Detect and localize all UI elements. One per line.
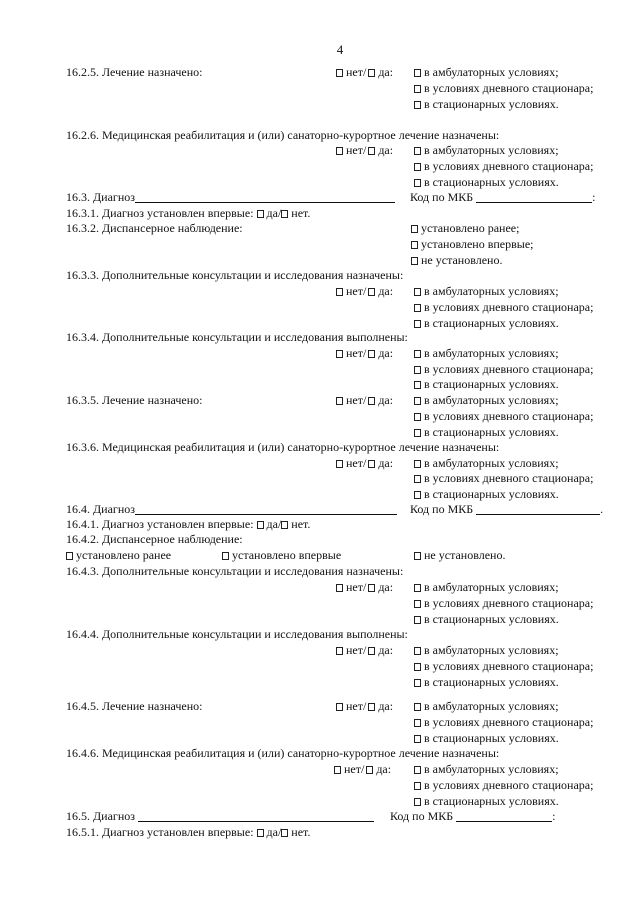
item-16-3-4-label: 16.3.4. Дополнительные консультации и исследования выполнены:	[66, 330, 408, 344]
option-established-earlier: установлено ранее;	[411, 221, 519, 236]
option-ambulatory: в амбулаторных условиях;	[414, 643, 559, 658]
item-16-4-5-label: 16.4.5. Лечение назначено:	[66, 699, 203, 713]
option-ambulatory: в амбулаторных условиях;	[414, 762, 559, 777]
checkbox-day-hospital[interactable]	[414, 366, 421, 374]
checkbox-ambulatory[interactable]	[414, 397, 421, 405]
checkbox-yes[interactable]	[257, 829, 264, 837]
item-16-3-6-label: 16.3.6. Медицинская реабилитация и (или) санаторно-курортное лечение назначены:	[66, 440, 500, 454]
checkbox-no[interactable]	[336, 147, 343, 155]
item-16-5-1: 16.5.1. Диагноз установлен впервые: да/ нет.	[66, 825, 311, 839]
checkbox-inpatient[interactable]	[414, 679, 421, 687]
checkbox-ambulatory[interactable]	[414, 147, 421, 155]
checkbox-day-hospital[interactable]	[414, 304, 421, 312]
option-ambulatory: в амбулаторных условиях;	[414, 143, 559, 158]
option-inpatient: в стационарных условиях.	[414, 675, 559, 690]
checkbox-ambulatory[interactable]	[414, 584, 421, 592]
option-inpatient: в стационарных условиях.	[414, 794, 559, 809]
item-16-4-6-yesno: нет/ да:	[334, 762, 391, 777]
mkb-code: Код по МКБ .	[410, 502, 604, 516]
option-ambulatory: в амбулаторных условиях;	[414, 284, 559, 299]
item-16-4-4-label: 16.4.4. Дополнительные консультации и исследования выполнены:	[66, 627, 408, 641]
item-16-3-3-label: 16.3.3. Дополнительные консультации и исследования назначены:	[66, 268, 404, 282]
option-ambulatory: в амбулаторных условиях;	[414, 65, 559, 80]
checkbox-no[interactable]	[281, 521, 288, 529]
diagnosis-field[interactable]	[135, 503, 397, 515]
option-day-hospital: в условиях дневного стационара;	[414, 659, 593, 674]
checkbox-no[interactable]	[336, 584, 343, 592]
item-16-4-3-label: 16.4.3. Дополнительные консультации и исследования назначены:	[66, 564, 404, 578]
option-inpatient: в стационарных условиях.	[414, 425, 559, 440]
checkbox-no[interactable]	[336, 703, 343, 711]
option-ambulatory: в амбулаторных условиях;	[414, 346, 559, 361]
checkbox-yes[interactable]	[368, 69, 375, 77]
item-16-2-6-label: 16.2.6. Медицинская реабилитация и (или) санаторно-курортное лечение назначены:	[66, 128, 500, 142]
checkbox-yes[interactable]	[368, 288, 375, 296]
checkbox-day-hospital[interactable]	[414, 413, 421, 421]
diagnosis-field[interactable]	[135, 191, 395, 203]
checkbox-no[interactable]	[336, 69, 343, 77]
item-16-2-6-yesno: нет/ да:	[336, 143, 393, 158]
checkbox-yes[interactable]	[368, 647, 375, 655]
diagnosis-field[interactable]	[138, 810, 374, 822]
item-16-4-diagnosis: 16.4. Диагноз	[66, 502, 397, 517]
checkbox-day-hospital[interactable]	[414, 475, 421, 483]
checkbox-yes[interactable]	[257, 521, 264, 529]
option-inpatient: в стационарных условиях.	[414, 316, 559, 331]
item-16-4-4-yesno: нет/ да:	[336, 643, 393, 658]
item-16-3-5-label: 16.3.5. Лечение назначено:	[66, 393, 203, 407]
checkbox-not-established[interactable]	[411, 257, 418, 265]
item-16-2-5-label: 16.2.5. Лечение назначено:	[66, 65, 203, 79]
checkbox-day-hospital[interactable]	[414, 163, 421, 171]
checkbox-inpatient[interactable]	[414, 429, 421, 437]
checkbox-yes[interactable]	[368, 350, 375, 358]
option-established-first: установлено впервые	[222, 548, 341, 563]
option-ambulatory: в амбулаторных условиях;	[414, 699, 559, 714]
checkbox-established-first[interactable]	[222, 552, 229, 560]
option-inpatient: в стационарных условиях.	[414, 731, 559, 746]
option-inpatient: в стационарных условиях.	[414, 377, 559, 392]
option-day-hospital: в условиях дневного стационара;	[414, 300, 593, 315]
checkbox-no[interactable]	[334, 766, 341, 774]
checkbox-yes[interactable]	[257, 210, 264, 218]
checkbox-established-earlier[interactable]	[411, 225, 418, 233]
checkbox-not-established[interactable]	[414, 552, 421, 560]
checkbox-ambulatory[interactable]	[414, 288, 421, 296]
checkbox-ambulatory[interactable]	[414, 460, 421, 468]
checkbox-yes[interactable]	[368, 147, 375, 155]
option-day-hospital: в условиях дневного стационара;	[414, 471, 593, 486]
item-16-2-5-yesno: нет/ да:	[336, 65, 393, 80]
checkbox-yes[interactable]	[368, 584, 375, 592]
option-established-earlier: установлено ранее	[66, 548, 171, 563]
item-16-4-6-label: 16.4.6. Медицинская реабилитация и (или) санаторно-курортное лечение назначены:	[66, 746, 500, 760]
checkbox-no[interactable]	[336, 460, 343, 468]
option-day-hospital: в условиях дневного стационара;	[414, 715, 593, 730]
checkbox-yes[interactable]	[368, 397, 375, 405]
item-16-3-3-yesno: нет/ да:	[336, 284, 393, 299]
checkbox-yes[interactable]	[366, 766, 373, 774]
item-16-3-diagnosis: 16.3. Диагноз	[66, 190, 395, 205]
checkbox-ambulatory[interactable]	[414, 350, 421, 358]
option-inpatient: в стационарных условиях.	[414, 487, 559, 502]
checkbox-ambulatory[interactable]	[414, 766, 421, 774]
item-16-3-2-label: 16.3.2. Диспансерное наблюдение:	[66, 221, 243, 235]
checkbox-inpatient[interactable]	[414, 381, 421, 389]
checkbox-no[interactable]	[336, 397, 343, 405]
option-day-hospital: в условиях дневного стационара;	[414, 596, 593, 611]
checkbox-no[interactable]	[281, 210, 288, 218]
checkbox-inpatient[interactable]	[414, 320, 421, 328]
checkbox-inpatient[interactable]	[414, 616, 421, 624]
option-ambulatory: в амбулаторных условиях;	[414, 580, 559, 595]
option-day-hospital: в условиях дневного стационара;	[414, 81, 593, 96]
option-ambulatory: в амбулаторных условиях;	[414, 456, 559, 471]
checkbox-established-earlier[interactable]	[66, 552, 73, 560]
option-day-hospital: в условиях дневного стационара;	[414, 778, 593, 793]
item-16-5-diagnosis: 16.5. Диагноз	[66, 809, 374, 824]
checkbox-day-hospital[interactable]	[414, 85, 421, 93]
option-ambulatory: в амбулаторных условиях;	[414, 393, 559, 408]
item-16-3-1: 16.3.1. Диагноз установлен впервые: да/ нет.	[66, 206, 311, 220]
page-number: 4	[336, 42, 344, 57]
checkbox-inpatient[interactable]	[414, 101, 421, 109]
item-16-4-5-yesno: нет/ да:	[336, 699, 393, 714]
checkbox-day-hospital[interactable]	[414, 663, 421, 671]
checkbox-inpatient[interactable]	[414, 735, 421, 743]
checkbox-yes[interactable]	[368, 460, 375, 468]
checkbox-established-first[interactable]	[411, 241, 418, 249]
checkbox-inpatient[interactable]	[414, 179, 421, 187]
option-inpatient: в стационарных условиях.	[414, 97, 559, 112]
item-16-3-6-yesno: нет/ да:	[336, 456, 393, 471]
checkbox-yes[interactable]	[368, 703, 375, 711]
item-16-4-3-yesno: нет/ да:	[336, 580, 393, 595]
option-not-established: не установлено.	[411, 253, 502, 268]
checkbox-day-hospital[interactable]	[414, 782, 421, 790]
option-day-hospital: в условиях дневного стационара;	[414, 159, 593, 174]
option-inpatient: в стационарных условиях.	[414, 612, 559, 627]
mkb-code: Код по МКБ :	[410, 190, 596, 204]
option-not-established: не установлено.	[414, 548, 505, 563]
checkbox-no[interactable]	[281, 829, 288, 837]
checkbox-ambulatory[interactable]	[414, 647, 421, 655]
checkbox-inpatient[interactable]	[414, 798, 421, 806]
checkbox-day-hospital[interactable]	[414, 719, 421, 727]
checkbox-ambulatory[interactable]	[414, 703, 421, 711]
checkbox-inpatient[interactable]	[414, 491, 421, 499]
mkb-code-field[interactable]	[456, 810, 552, 822]
option-inpatient: в стационарных условиях.	[414, 175, 559, 190]
option-day-hospital: в условиях дневного стационара;	[414, 409, 593, 424]
option-established-first: установлено впервые;	[411, 237, 534, 252]
item-16-3-5-yesno: нет/ да:	[336, 393, 393, 408]
mkb-code-field[interactable]	[476, 191, 592, 203]
item-16-4-2-label: 16.4.2. Диспансерное наблюдение:	[66, 532, 243, 546]
checkbox-ambulatory[interactable]	[414, 69, 421, 77]
checkbox-day-hospital[interactable]	[414, 600, 421, 608]
mkb-code: Код по МКБ :	[390, 809, 556, 823]
option-day-hospital: в условиях дневного стационара;	[414, 362, 593, 377]
checkbox-no[interactable]	[336, 647, 343, 655]
checkbox-no[interactable]	[336, 288, 343, 296]
item-16-3-4-yesno: нет/ да:	[336, 346, 393, 361]
item-16-4-1: 16.4.1. Диагноз установлен впервые: да/ нет.	[66, 517, 311, 531]
checkbox-no[interactable]	[336, 350, 343, 358]
mkb-code-field[interactable]	[476, 503, 600, 515]
